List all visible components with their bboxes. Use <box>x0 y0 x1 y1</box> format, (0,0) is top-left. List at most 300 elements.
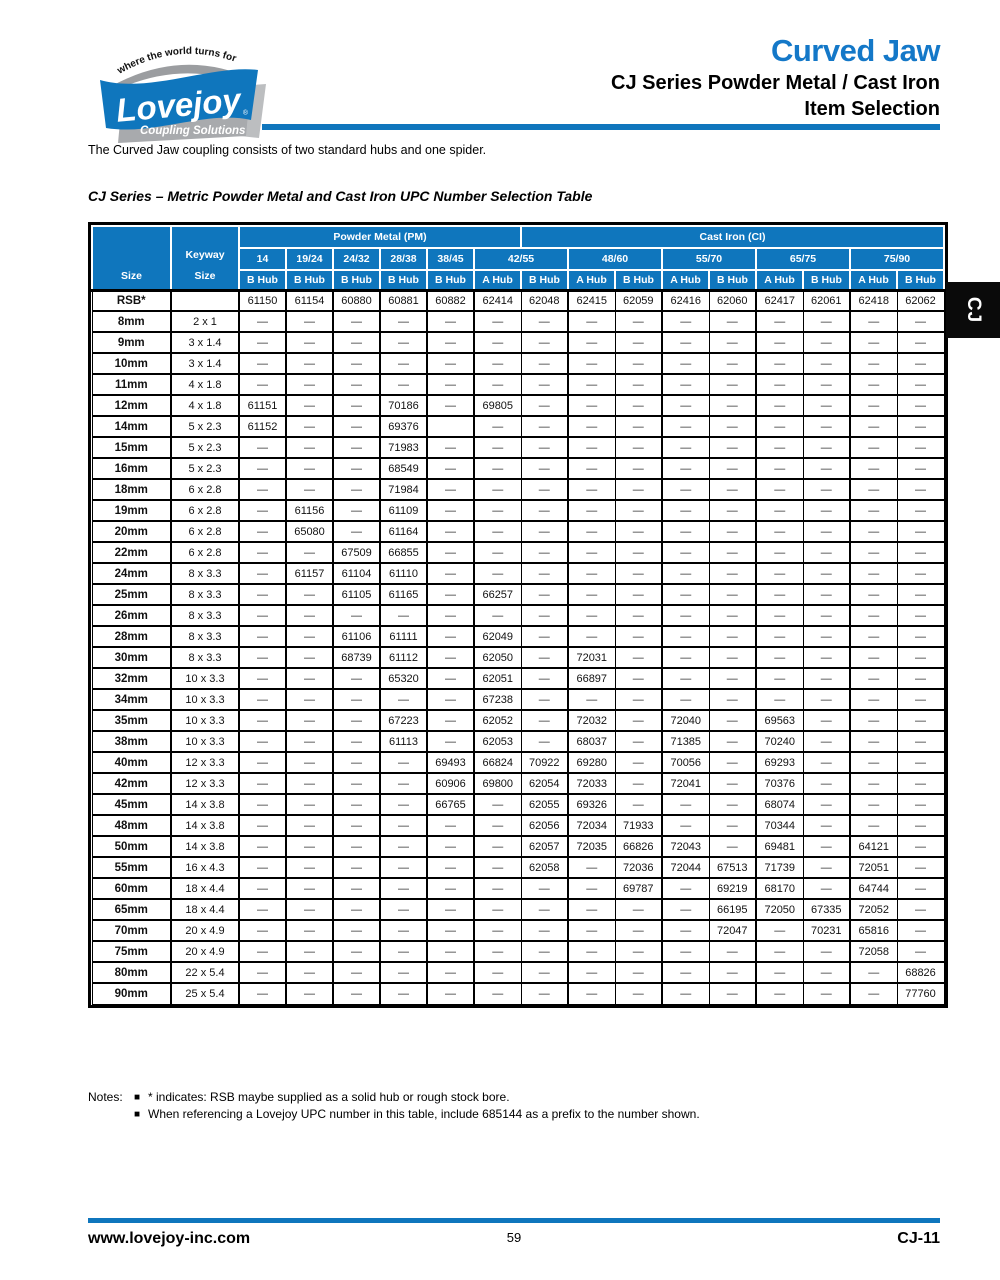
row-keyway-cell: 6 x 2.8 <box>171 542 239 563</box>
upc-cell: 62051 <box>474 668 521 689</box>
size-group-header: 55/70 <box>662 248 756 270</box>
dash-cell: — <box>521 647 568 668</box>
upc-cell: 68826 <box>897 962 944 983</box>
dash-cell: — <box>850 521 897 542</box>
dash-cell: — <box>615 731 662 752</box>
dash-cell: — <box>615 458 662 479</box>
table-row <box>92 500 944 521</box>
row-size-cell: 8mm <box>92 311 171 332</box>
dash-cell: — <box>286 458 333 479</box>
dash-cell: — <box>239 815 286 836</box>
dash-cell: — <box>897 836 944 857</box>
dash-cell: — <box>286 332 333 353</box>
row-keyway-cell: 8 x 3.3 <box>171 647 239 668</box>
row-size-cell: 50mm <box>92 836 171 857</box>
upc-cell: 70376 <box>756 773 803 794</box>
table-row <box>92 584 944 605</box>
row-keyway-cell: 8 x 3.3 <box>171 584 239 605</box>
row-size-cell: 11mm <box>92 374 171 395</box>
dash-cell: — <box>850 626 897 647</box>
upc-cell: 62416 <box>662 290 709 311</box>
dash-cell: — <box>756 395 803 416</box>
table-row <box>92 311 944 332</box>
dash-cell: — <box>239 437 286 458</box>
page-subtitle: CJ Series Powder Metal / Cast Iron <box>611 72 940 94</box>
row-keyway-cell: 20 x 4.9 <box>171 920 239 941</box>
upc-cell: 69800 <box>474 773 521 794</box>
dash-cell: — <box>286 710 333 731</box>
table-row <box>92 689 944 710</box>
dash-cell: — <box>286 983 333 1004</box>
upc-cell: 62058 <box>521 857 568 878</box>
row-size-cell: 22mm <box>92 542 171 563</box>
size-group-header: 48/60 <box>568 248 662 270</box>
dash-cell: — <box>709 521 756 542</box>
dash-cell: — <box>239 920 286 941</box>
chapter-tab <box>946 282 1000 338</box>
hub-header: B Hub <box>333 270 380 290</box>
dash-cell: — <box>380 794 427 815</box>
dash-cell: — <box>897 584 944 605</box>
table-row <box>92 983 944 1004</box>
row-keyway-cell <box>171 290 239 311</box>
table-row <box>92 878 944 899</box>
dash-cell: — <box>239 500 286 521</box>
row-size-cell: 16mm <box>92 458 171 479</box>
row-size-cell: 26mm <box>92 605 171 626</box>
upc-cell: 71739 <box>756 857 803 878</box>
dash-cell: — <box>427 899 474 920</box>
dash-cell: — <box>380 962 427 983</box>
upc-cell: 62059 <box>615 290 662 311</box>
dash-cell: — <box>333 416 380 437</box>
dash-cell: — <box>286 647 333 668</box>
upc-cell: 70231 <box>803 920 850 941</box>
dash-cell: — <box>521 668 568 689</box>
table-row <box>92 458 944 479</box>
dash-cell: — <box>803 836 850 857</box>
dash-cell: — <box>897 437 944 458</box>
dash-cell: — <box>709 836 756 857</box>
dash-cell: — <box>897 563 944 584</box>
dash-cell: — <box>474 311 521 332</box>
dash-cell: — <box>803 710 850 731</box>
dash-cell: — <box>286 416 333 437</box>
dash-cell: — <box>333 689 380 710</box>
row-size-cell: 90mm <box>92 983 171 1004</box>
row-size-cell: 9mm <box>92 332 171 353</box>
dash-cell: — <box>333 605 380 626</box>
footer <box>88 1230 940 1252</box>
table-row <box>92 437 944 458</box>
dash-cell: — <box>474 878 521 899</box>
hub-header: A Hub <box>850 270 897 290</box>
dash-cell: — <box>803 962 850 983</box>
dash-cell: — <box>803 752 850 773</box>
dash-cell: — <box>709 605 756 626</box>
dash-cell: — <box>427 920 474 941</box>
dash-cell: — <box>756 563 803 584</box>
dash-cell: — <box>756 479 803 500</box>
dash-cell: — <box>803 437 850 458</box>
dash-cell: — <box>474 542 521 563</box>
upc-cell: 65816 <box>850 920 897 941</box>
dash-cell: — <box>897 332 944 353</box>
table-row <box>92 857 944 878</box>
dash-cell: — <box>333 899 380 920</box>
upc-cell: 61152 <box>239 416 286 437</box>
dash-cell: — <box>803 416 850 437</box>
dash-cell: — <box>427 500 474 521</box>
dash-cell: — <box>897 815 944 836</box>
dash-cell: — <box>568 374 615 395</box>
dash-cell: — <box>239 689 286 710</box>
dash-cell: — <box>756 311 803 332</box>
dash-cell: — <box>850 542 897 563</box>
dash-cell: — <box>662 899 709 920</box>
dash-cell: — <box>474 374 521 395</box>
dash-cell: — <box>850 479 897 500</box>
row-keyway-cell: 25 x 5.4 <box>171 983 239 1004</box>
row-size-cell: 18mm <box>92 479 171 500</box>
dash-cell: — <box>803 332 850 353</box>
upc-cell: 60882 <box>427 290 474 311</box>
dash-cell: — <box>333 374 380 395</box>
dash-cell: — <box>568 878 615 899</box>
dash-cell: — <box>897 899 944 920</box>
dash-cell: — <box>521 689 568 710</box>
dash-cell: — <box>427 878 474 899</box>
row-size-cell: 40mm <box>92 752 171 773</box>
dash-cell: — <box>380 836 427 857</box>
dash-cell: — <box>850 668 897 689</box>
dash-cell: — <box>709 332 756 353</box>
upc-cell: 66195 <box>709 899 756 920</box>
logo-reg-mark: ® <box>242 109 249 117</box>
table-row <box>92 815 944 836</box>
upc-cell: 66897 <box>568 668 615 689</box>
dash-cell: — <box>239 857 286 878</box>
dash-cell: — <box>333 311 380 332</box>
dash-cell: — <box>380 899 427 920</box>
dash-cell: — <box>333 815 380 836</box>
dash-cell: — <box>662 920 709 941</box>
footer-rule <box>88 1218 940 1223</box>
table-row <box>92 710 944 731</box>
dash-cell: — <box>897 479 944 500</box>
size-group-header: 19/24 <box>286 248 333 270</box>
row-size-cell: 65mm <box>92 899 171 920</box>
dash-cell: — <box>709 626 756 647</box>
dash-cell: — <box>239 794 286 815</box>
dash-cell: — <box>427 941 474 962</box>
dash-cell: — <box>803 605 850 626</box>
dash-cell: — <box>615 605 662 626</box>
upc-cell: 70240 <box>756 731 803 752</box>
dash-cell: — <box>662 563 709 584</box>
dash-cell: — <box>756 542 803 563</box>
upc-cell: 72058 <box>850 941 897 962</box>
dash-cell: — <box>239 584 286 605</box>
dash-cell: — <box>662 584 709 605</box>
dash-cell: — <box>850 563 897 584</box>
table-row <box>92 563 944 584</box>
dash-cell: — <box>709 395 756 416</box>
dash-cell: — <box>427 437 474 458</box>
dash-cell: — <box>897 395 944 416</box>
dash-cell: — <box>474 479 521 500</box>
upc-cell: 60881 <box>380 290 427 311</box>
dash-cell: — <box>897 668 944 689</box>
dash-cell: — <box>709 437 756 458</box>
dash-cell: — <box>897 626 944 647</box>
dash-cell: — <box>568 962 615 983</box>
dash-cell: — <box>850 395 897 416</box>
dash-cell: — <box>756 353 803 374</box>
upc-cell: 65080 <box>286 521 333 542</box>
dash-cell: — <box>521 332 568 353</box>
dash-cell: — <box>897 920 944 941</box>
keyway-header-line1: Keyway <box>185 248 225 261</box>
dash-cell: — <box>427 584 474 605</box>
upc-cell: 62060 <box>709 290 756 311</box>
row-size-cell: 30mm <box>92 647 171 668</box>
dash-cell: — <box>474 815 521 836</box>
dash-cell: — <box>709 794 756 815</box>
dash-cell: — <box>474 521 521 542</box>
dash-cell: — <box>662 332 709 353</box>
dash-cell: — <box>239 374 286 395</box>
row-size-cell: 12mm <box>92 395 171 416</box>
dash-cell: — <box>521 962 568 983</box>
dash-cell: — <box>662 941 709 962</box>
dash-cell: — <box>709 983 756 1004</box>
dash-cell: — <box>333 458 380 479</box>
dash-cell: — <box>615 941 662 962</box>
dash-cell: — <box>615 437 662 458</box>
upc-cell: 62414 <box>474 290 521 311</box>
dash-cell: — <box>380 941 427 962</box>
dash-cell: — <box>333 962 380 983</box>
dash-cell: — <box>709 353 756 374</box>
hub-header: A Hub <box>756 270 803 290</box>
upc-cell: 60880 <box>333 290 380 311</box>
dash-cell: — <box>756 920 803 941</box>
dash-cell: — <box>850 353 897 374</box>
upc-cell: 61151 <box>239 395 286 416</box>
dash-cell: — <box>239 647 286 668</box>
dash-cell: — <box>756 500 803 521</box>
upc-cell: 61157 <box>286 563 333 584</box>
dash-cell: — <box>427 710 474 731</box>
dash-cell: — <box>803 374 850 395</box>
row-size-cell: 15mm <box>92 437 171 458</box>
dash-cell: — <box>803 626 850 647</box>
upc-cell: 67223 <box>380 710 427 731</box>
dash-cell: — <box>709 962 756 983</box>
row-size-cell: 24mm <box>92 563 171 584</box>
dash-cell: — <box>756 626 803 647</box>
dash-cell: — <box>897 689 944 710</box>
size-group-header: 28/38 <box>380 248 427 270</box>
dash-cell: — <box>615 710 662 731</box>
row-size-cell: 20mm <box>92 521 171 542</box>
upc-cell: 67509 <box>333 542 380 563</box>
dash-cell: — <box>380 878 427 899</box>
upc-cell: 68739 <box>333 647 380 668</box>
dash-cell: — <box>521 941 568 962</box>
dash-cell: — <box>615 353 662 374</box>
row-size-cell: 75mm <box>92 941 171 962</box>
upc-cell: 72051 <box>850 857 897 878</box>
header-rule <box>262 124 940 130</box>
table-row <box>92 626 944 647</box>
upc-cell: 71984 <box>380 479 427 500</box>
dash-cell: — <box>286 542 333 563</box>
dash-cell: — <box>427 332 474 353</box>
dash-cell: — <box>239 479 286 500</box>
dash-cell: — <box>803 857 850 878</box>
dash-cell: — <box>427 395 474 416</box>
dash-cell: — <box>427 731 474 752</box>
dash-cell: — <box>286 815 333 836</box>
lovejoy-logo <box>96 32 272 144</box>
upc-cell: 62415 <box>568 290 615 311</box>
upc-cell: 72041 <box>662 773 709 794</box>
dash-cell: — <box>897 752 944 773</box>
dash-cell: — <box>662 437 709 458</box>
dash-cell: — <box>286 731 333 752</box>
dash-cell: — <box>709 479 756 500</box>
dash-cell: — <box>615 584 662 605</box>
dash-cell: — <box>615 899 662 920</box>
table-row <box>92 773 944 794</box>
dash-cell: — <box>662 626 709 647</box>
row-keyway-cell: 10 x 3.3 <box>171 668 239 689</box>
dash-cell: — <box>709 815 756 836</box>
dash-cell: — <box>239 542 286 563</box>
dash-cell: — <box>333 353 380 374</box>
row-keyway-cell: 12 x 3.3 <box>171 773 239 794</box>
dash-cell: — <box>615 689 662 710</box>
table-row <box>92 395 944 416</box>
dash-cell: — <box>662 353 709 374</box>
row-keyway-cell: 4 x 1.8 <box>171 395 239 416</box>
dash-cell: — <box>286 836 333 857</box>
dash-cell: — <box>521 500 568 521</box>
dash-cell: — <box>756 458 803 479</box>
dash-cell: — <box>474 941 521 962</box>
dash-cell: — <box>333 521 380 542</box>
upc-cell: 62053 <box>474 731 521 752</box>
upc-cell: 68037 <box>568 731 615 752</box>
upc-cell: 62055 <box>521 794 568 815</box>
dash-cell: — <box>380 752 427 773</box>
dash-cell: — <box>850 416 897 437</box>
dash-cell: — <box>427 983 474 1004</box>
dash-cell: — <box>239 983 286 1004</box>
upc-cell: 71933 <box>615 815 662 836</box>
logo-subtitle: Coupling Solutions <box>140 125 246 137</box>
dash-cell: — <box>756 332 803 353</box>
dash-cell: — <box>897 773 944 794</box>
dash-cell: — <box>333 920 380 941</box>
row-keyway-cell: 8 x 3.3 <box>171 563 239 584</box>
dash-cell: — <box>239 710 286 731</box>
dash-cell: — <box>568 584 615 605</box>
row-size-cell: 19mm <box>92 500 171 521</box>
dash-cell: — <box>897 500 944 521</box>
dash-cell: — <box>239 332 286 353</box>
dash-cell: — <box>286 437 333 458</box>
dash-cell: — <box>286 353 333 374</box>
dash-cell: — <box>521 458 568 479</box>
dash-cell: — <box>568 563 615 584</box>
dash-cell: — <box>474 500 521 521</box>
dash-cell: — <box>427 962 474 983</box>
dash-cell: — <box>474 899 521 920</box>
table-row <box>92 836 944 857</box>
upc-cell: 69493 <box>427 752 474 773</box>
dash-cell: — <box>333 479 380 500</box>
dash-cell: — <box>615 332 662 353</box>
table-frame <box>88 222 948 1008</box>
dash-cell: — <box>709 689 756 710</box>
dash-cell: — <box>709 668 756 689</box>
upc-cell: 70186 <box>380 395 427 416</box>
upc-cell: 71983 <box>380 437 427 458</box>
upc-cell: 70344 <box>756 815 803 836</box>
upc-cell: 64121 <box>850 836 897 857</box>
upc-cell: 65320 <box>380 668 427 689</box>
dash-cell: — <box>568 941 615 962</box>
row-size-cell: 45mm <box>92 794 171 815</box>
upc-cell: 69280 <box>568 752 615 773</box>
row-keyway-cell: 22 x 5.4 <box>171 962 239 983</box>
upc-cell: 70056 <box>662 752 709 773</box>
dash-cell: — <box>286 899 333 920</box>
dash-cell: — <box>850 794 897 815</box>
upc-cell: 72034 <box>568 815 615 836</box>
dash-cell: — <box>380 920 427 941</box>
note-bullet-icon: ■ <box>134 1109 141 1120</box>
row-size-cell: 42mm <box>92 773 171 794</box>
dash-cell: — <box>380 332 427 353</box>
row-keyway-cell: 6 x 2.8 <box>171 521 239 542</box>
dash-cell: — <box>333 437 380 458</box>
dash-cell: — <box>850 584 897 605</box>
hub-header: B Hub <box>803 270 850 290</box>
dash-cell: — <box>521 311 568 332</box>
dash-cell: — <box>897 374 944 395</box>
dash-cell: — <box>803 794 850 815</box>
upc-cell: 67238 <box>474 689 521 710</box>
dash-cell: — <box>803 878 850 899</box>
dash-cell: — <box>474 458 521 479</box>
row-keyway-cell: 3 x 1.4 <box>171 353 239 374</box>
table-row <box>92 962 944 983</box>
table-row <box>92 668 944 689</box>
upc-cell: 61154 <box>286 290 333 311</box>
dash-cell: — <box>521 731 568 752</box>
upc-cell: 69563 <box>756 710 803 731</box>
brand-tagline-arc: where the world turns for <box>115 45 238 77</box>
row-keyway-cell: 18 x 4.4 <box>171 878 239 899</box>
dash-cell: — <box>615 500 662 521</box>
dash-cell: — <box>333 836 380 857</box>
dash-cell: — <box>615 416 662 437</box>
table-row <box>92 479 944 500</box>
